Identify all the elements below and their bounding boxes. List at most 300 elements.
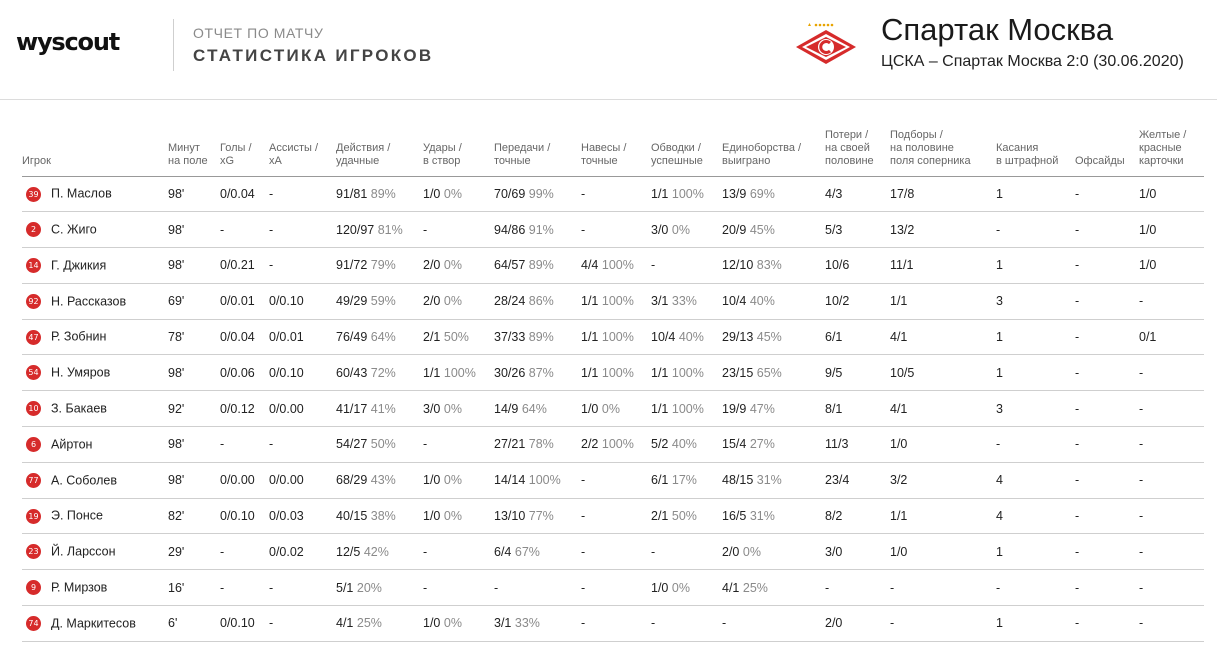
cell-player — [22, 212, 168, 248]
cell-crosses-value: - — [581, 222, 586, 237]
cell-passes — [494, 570, 581, 606]
cell-losses: 6/1 — [825, 319, 890, 355]
cell-shots-value: 2/0 — [423, 294, 441, 309]
cell-dribbles-percent: 40% — [678, 330, 704, 345]
cell-player — [22, 355, 168, 391]
player-name: А. Соболев — [51, 473, 117, 488]
cell-actions — [336, 498, 423, 534]
cell-assists: - — [269, 212, 336, 248]
cell-box-touches: 3 — [996, 391, 1075, 427]
cell-losses: 10/6 — [825, 248, 890, 284]
report-header — [0, 0, 1217, 100]
cell-shots-value: - — [423, 544, 428, 559]
cell-cards: - — [1139, 283, 1204, 319]
cell-passes-percent: 64% — [521, 401, 547, 416]
col-header-dribbles: Обводки / успешные — [651, 128, 722, 176]
cell-actions-percent: 25% — [356, 616, 382, 631]
cell-passes-value: 37/33 — [494, 330, 526, 345]
cell-recoveries: 1/1 — [890, 498, 996, 534]
cell-actions-value: 68/29 — [336, 473, 368, 488]
cell-shots — [423, 498, 494, 534]
cell-actions-value: 49/29 — [336, 294, 368, 309]
cell-goals: 0/0.01 — [220, 283, 269, 319]
cell-crosses-value: - — [581, 186, 586, 201]
cell-shots-value: - — [423, 437, 428, 452]
cell-dribbles-value: 1/1 — [651, 401, 669, 416]
cell-crosses — [581, 212, 651, 248]
cell-duels — [722, 248, 825, 284]
player-number-badge: 47 — [26, 330, 41, 345]
cell-losses: 8/1 — [825, 391, 890, 427]
cell-duels-percent: 45% — [749, 222, 775, 237]
cell-dribbles-percent: 33% — [671, 294, 697, 309]
cell-crosses-value: - — [581, 544, 586, 559]
cell-offsides: - — [1075, 355, 1139, 391]
player-number-badge: 2 — [26, 222, 41, 237]
cell-cards: - — [1139, 462, 1204, 498]
cell-minutes: 78' — [168, 319, 220, 355]
table-row — [22, 212, 1204, 248]
cell-actions-value: 5/1 — [336, 580, 354, 595]
table-row — [22, 534, 1204, 570]
cell-cards: - — [1139, 498, 1204, 534]
cell-shots-value: 1/0 — [423, 616, 441, 631]
cell-actions — [336, 283, 423, 319]
cell-duels — [722, 534, 825, 570]
player-name: Р. Мирзов — [51, 580, 108, 595]
col-header-offsides: Офсайды — [1075, 128, 1139, 176]
cell-player — [22, 570, 168, 606]
cell-passes — [494, 319, 581, 355]
cell-actions — [336, 391, 423, 427]
player-number-badge: 19 — [26, 509, 41, 524]
col-header-actions: Действия / удачные — [336, 128, 423, 176]
cell-duels-percent: 45% — [756, 330, 782, 345]
cell-actions-percent: 79% — [370, 258, 396, 273]
cell-shots — [423, 534, 494, 570]
cell-dribbles-value: 10/4 — [651, 330, 676, 345]
cell-offsides: - — [1075, 176, 1139, 212]
cell-offsides: - — [1075, 212, 1139, 248]
cell-goals: - — [220, 427, 269, 463]
cell-passes-value: 13/10 — [494, 509, 526, 524]
table-row — [22, 391, 1204, 427]
cell-dribbles — [651, 462, 722, 498]
cell-shots — [423, 283, 494, 319]
cell-actions — [336, 248, 423, 284]
cell-duels-percent: 0% — [742, 544, 761, 559]
cell-actions-percent: 38% — [370, 509, 396, 524]
report-title: СТАТИСТИКА ИГРОКОВ — [193, 46, 434, 65]
cell-duels — [722, 606, 825, 642]
cell-passes-percent: 78% — [528, 437, 554, 452]
cell-assists: - — [269, 606, 336, 642]
cell-recoveries: 4/1 — [890, 391, 996, 427]
cell-dribbles — [651, 606, 722, 642]
cell-minutes: 98' — [168, 427, 220, 463]
cell-losses: 10/2 — [825, 283, 890, 319]
player-number-badge: 9 — [26, 580, 41, 595]
col-header-minutes: Минут на поле — [168, 128, 220, 176]
cell-losses: 9/5 — [825, 355, 890, 391]
cell-passes-percent: 87% — [528, 365, 554, 380]
cell-actions-value: 4/1 — [336, 616, 354, 631]
cell-dribbles-value: 6/1 — [651, 473, 669, 488]
cell-offsides: - — [1075, 534, 1139, 570]
cell-box-touches: - — [996, 427, 1075, 463]
cell-dribbles — [651, 176, 722, 212]
cell-actions-value: 54/27 — [336, 437, 368, 452]
cell-offsides: - — [1075, 391, 1139, 427]
table-row — [22, 319, 1204, 355]
cell-duels-percent: 47% — [749, 401, 775, 416]
cell-passes-percent: 100% — [528, 473, 561, 488]
cell-duels-percent: 31% — [749, 509, 775, 524]
cell-actions-value: 41/17 — [336, 401, 368, 416]
cell-goals: 0/0.12 — [220, 391, 269, 427]
cell-minutes: 69' — [168, 283, 220, 319]
cell-minutes: 98' — [168, 248, 220, 284]
cell-shots — [423, 570, 494, 606]
cell-box-touches: 1 — [996, 319, 1075, 355]
cell-dribbles-value: - — [651, 544, 656, 559]
cell-assists: - — [269, 570, 336, 606]
cell-losses: 11/3 — [825, 427, 890, 463]
cell-duels-percent: 27% — [749, 437, 775, 452]
cell-passes-percent: 89% — [528, 330, 554, 345]
cell-duels-value: 13/9 — [722, 186, 747, 201]
cell-losses: 5/3 — [825, 212, 890, 248]
cell-shots — [423, 427, 494, 463]
cell-recoveries: - — [890, 606, 996, 642]
cell-crosses-value: 1/1 — [581, 365, 599, 380]
cell-cards: 1/0 — [1139, 212, 1204, 248]
cell-dribbles — [651, 391, 722, 427]
cell-offsides: - — [1075, 462, 1139, 498]
player-name: П. Маслов — [51, 187, 112, 201]
cell-cards: - — [1139, 427, 1204, 463]
spartak-emblem-icon — [794, 22, 858, 68]
cell-assists: 0/0.00 — [269, 462, 336, 498]
cell-passes — [494, 283, 581, 319]
cell-crosses-value: 2/2 — [581, 437, 599, 452]
cell-dribbles-value: 1/1 — [651, 365, 669, 380]
cell-shots-percent: 100% — [443, 365, 476, 380]
cell-crosses — [581, 176, 651, 212]
cell-dribbles — [651, 355, 722, 391]
cell-actions — [336, 534, 423, 570]
cell-minutes: 82' — [168, 498, 220, 534]
cell-actions-percent: 89% — [370, 186, 396, 201]
cell-cards: - — [1139, 355, 1204, 391]
cell-losses: 8/2 — [825, 498, 890, 534]
col-header-crosses: Навесы / точные — [581, 128, 651, 176]
match-info: ЦСКА – Спартак Москва 2:0 (30.06.2020) — [881, 53, 1184, 70]
cell-offsides: - — [1075, 427, 1139, 463]
cell-duels — [722, 391, 825, 427]
cell-dribbles-value: 1/0 — [651, 580, 669, 595]
cell-cards: - — [1139, 534, 1204, 570]
cell-dribbles — [651, 283, 722, 319]
player-number-badge: 39 — [26, 187, 41, 202]
cell-actions-value: 12/5 — [336, 544, 361, 559]
cell-recoveries: 17/8 — [890, 176, 996, 212]
cell-passes-percent: 77% — [528, 509, 554, 524]
cell-minutes: 29' — [168, 534, 220, 570]
cell-shots — [423, 462, 494, 498]
cell-actions-value: 91/81 — [336, 186, 368, 201]
player-name: Р. Зобнин — [51, 330, 107, 345]
cell-crosses — [581, 462, 651, 498]
table-row — [22, 283, 1204, 319]
cell-box-touches: 1 — [996, 534, 1075, 570]
player-number-badge: 10 — [26, 401, 41, 416]
player-name: Н. Рассказов — [51, 294, 127, 309]
cell-duels — [722, 319, 825, 355]
cell-dribbles-value: 2/1 — [651, 509, 669, 524]
cell-recoveries: 1/0 — [890, 534, 996, 570]
cell-dribbles — [651, 427, 722, 463]
cell-crosses-percent: 100% — [601, 437, 634, 452]
cell-duels-value: 19/9 — [722, 401, 747, 416]
table-row — [22, 355, 1204, 391]
cell-passes-percent: 86% — [528, 294, 554, 309]
cell-crosses — [581, 498, 651, 534]
col-header-player: Игрок — [22, 128, 168, 176]
cell-recoveries: - — [890, 570, 996, 606]
cell-actions-percent: 43% — [370, 473, 396, 488]
col-header-cards: Желтые / красные карточки — [1139, 128, 1204, 176]
cell-shots-value: 2/0 — [423, 258, 441, 273]
cell-duels — [722, 570, 825, 606]
cell-goals: - — [220, 534, 269, 570]
cell-recoveries: 1/0 — [890, 427, 996, 463]
col-header-passes: Передачи / точные — [494, 128, 581, 176]
cell-passes-percent: 99% — [528, 186, 554, 201]
cell-actions-percent: 59% — [370, 294, 396, 309]
cell-crosses-value: 4/4 — [581, 258, 599, 273]
cell-losses: 2/0 — [825, 606, 890, 642]
cell-duels-percent: 83% — [756, 258, 782, 273]
cell-minutes: 98' — [168, 212, 220, 248]
cell-shots-value: 1/0 — [423, 186, 441, 201]
cell-dribbles-percent: 100% — [671, 186, 704, 201]
cell-crosses-value: - — [581, 473, 586, 488]
cell-actions — [336, 462, 423, 498]
player-number-badge: 14 — [26, 258, 41, 273]
cell-goals: 0/0.04 — [220, 176, 269, 212]
cell-shots-value: 1/0 — [423, 509, 441, 524]
cell-crosses-percent: 100% — [601, 365, 634, 380]
cell-cards: - — [1139, 391, 1204, 427]
cell-crosses — [581, 570, 651, 606]
cell-dribbles-percent: 100% — [671, 401, 704, 416]
cell-duels — [722, 283, 825, 319]
cell-crosses — [581, 534, 651, 570]
cell-player — [22, 283, 168, 319]
cell-recoveries: 4/1 — [890, 319, 996, 355]
cell-passes — [494, 498, 581, 534]
cell-passes — [494, 462, 581, 498]
cell-goals: 0/0.21 — [220, 248, 269, 284]
cell-box-touches: 3 — [996, 283, 1075, 319]
cell-duels-value: 48/15 — [722, 473, 754, 488]
cell-player — [22, 248, 168, 284]
col-header-duels: Единоборства / выиграно — [722, 128, 825, 176]
cell-shots-value: 2/1 — [423, 330, 441, 345]
cell-duels-value: - — [722, 616, 727, 631]
cell-passes-percent: 67% — [514, 544, 540, 559]
cell-minutes: 98' — [168, 355, 220, 391]
cell-losses: - — [825, 570, 890, 606]
cell-shots-value: 1/1 — [423, 365, 441, 380]
cell-duels-value: 16/5 — [722, 509, 747, 524]
cell-shots — [423, 391, 494, 427]
cell-player — [22, 534, 168, 570]
col-header-shots: Удары / в створ — [423, 128, 494, 176]
cell-actions — [336, 355, 423, 391]
cell-crosses-value: 1/1 — [581, 330, 599, 345]
cell-actions-value: 40/15 — [336, 509, 368, 524]
cell-shots — [423, 176, 494, 212]
cell-minutes: 16' — [168, 570, 220, 606]
cell-cards: - — [1139, 606, 1204, 642]
cell-shots-value: 1/0 — [423, 473, 441, 488]
cell-box-touches: 4 — [996, 498, 1075, 534]
table-row — [22, 498, 1204, 534]
cell-dribbles-percent: 17% — [671, 473, 697, 488]
cell-actions-percent: 72% — [370, 365, 396, 380]
cell-duels-percent: 31% — [756, 473, 782, 488]
cell-recoveries: 1/1 — [890, 283, 996, 319]
cell-passes-value: - — [494, 580, 499, 595]
cell-crosses-percent: 100% — [601, 330, 634, 345]
cell-dribbles-value: 3/0 — [651, 222, 669, 237]
player-name: Г. Джикия — [51, 258, 107, 273]
cell-assists: 0/0.10 — [269, 355, 336, 391]
cell-dribbles-percent: 0% — [671, 222, 690, 237]
cell-goals: 0/0.06 — [220, 355, 269, 391]
table-row — [22, 427, 1204, 463]
player-name: З. Бакаев — [51, 401, 107, 416]
cell-duels-percent: 69% — [749, 186, 775, 201]
player-name: Д. Маркитесов — [51, 616, 136, 631]
cell-shots — [423, 319, 494, 355]
cell-box-touches: 1 — [996, 606, 1075, 642]
cell-recoveries: 3/2 — [890, 462, 996, 498]
cell-passes — [494, 534, 581, 570]
col-header-box-touches: Касания в штрафной — [996, 128, 1075, 176]
cell-duels — [722, 498, 825, 534]
cell-passes-percent: 89% — [528, 258, 554, 273]
cell-actions-percent: 50% — [370, 437, 396, 452]
cell-actions-percent: 42% — [363, 544, 389, 559]
cell-assists: 0/0.03 — [269, 498, 336, 534]
cell-actions — [336, 176, 423, 212]
cell-shots-value: - — [423, 222, 428, 237]
col-header-recoveries: Подборы / на половине поля соперника — [890, 128, 996, 176]
col-header-losses: Потери / на своей половине — [825, 128, 890, 176]
cell-crosses — [581, 319, 651, 355]
player-number-badge: 23 — [26, 544, 41, 559]
cell-shots-percent: 0% — [443, 401, 462, 416]
cell-box-touches: 4 — [996, 462, 1075, 498]
cell-duels-value: 12/10 — [722, 258, 754, 273]
cell-dribbles — [651, 498, 722, 534]
cell-offsides: - — [1075, 498, 1139, 534]
report-subtitle: ОТЧЕТ ПО МАТЧУ — [193, 25, 324, 41]
cell-shots — [423, 212, 494, 248]
cell-shots-percent: 0% — [443, 294, 462, 309]
cell-assists: 0/0.01 — [269, 319, 336, 355]
cell-shots-percent: 0% — [443, 473, 462, 488]
cell-box-touches: 1 — [996, 248, 1075, 284]
cell-actions-value: 120/97 — [336, 222, 375, 237]
cell-assists: 0/0.00 — [269, 391, 336, 427]
player-name: Н. Умяров — [51, 365, 111, 380]
cell-offsides: - — [1075, 248, 1139, 284]
cell-cards: 1/0 — [1139, 248, 1204, 284]
cell-dribbles-percent: 50% — [671, 509, 697, 524]
player-name: С. Жиго — [51, 222, 97, 237]
cell-player — [22, 176, 168, 212]
cell-passes-value: 14/9 — [494, 401, 519, 416]
cell-goals: 0/0.10 — [220, 606, 269, 642]
cell-dribbles — [651, 212, 722, 248]
cell-losses: 3/0 — [825, 534, 890, 570]
cell-duels-value: 20/9 — [722, 222, 747, 237]
cell-duels — [722, 176, 825, 212]
cell-offsides: - — [1075, 319, 1139, 355]
cell-duels-value: 2/0 — [722, 544, 740, 559]
cell-minutes: 98' — [168, 462, 220, 498]
cell-dribbles-percent: 40% — [671, 437, 697, 452]
cell-cards: 1/0 — [1139, 176, 1204, 212]
cell-assists: 0/0.02 — [269, 534, 336, 570]
cell-crosses — [581, 391, 651, 427]
header-divider — [173, 19, 174, 71]
cell-assists: - — [269, 176, 336, 212]
cell-player — [22, 427, 168, 463]
cell-shots-value: - — [423, 580, 428, 595]
cell-passes — [494, 248, 581, 284]
player-name: Й. Ларссон — [51, 544, 116, 559]
cell-passes — [494, 176, 581, 212]
cell-duels-value: 15/4 — [722, 437, 747, 452]
table-row — [22, 606, 1204, 642]
cell-passes-value: 27/21 — [494, 437, 526, 452]
cell-actions — [336, 427, 423, 463]
cell-duels-percent: 25% — [742, 580, 768, 595]
cell-assists: 0/0.10 — [269, 283, 336, 319]
player-stats-table — [22, 128, 1204, 642]
wyscout-logo: wyscout — [16, 28, 119, 56]
cell-duels — [722, 462, 825, 498]
cell-dribbles-value: 3/1 — [651, 294, 669, 309]
cell-player — [22, 462, 168, 498]
cell-assists: - — [269, 248, 336, 284]
cell-cards: - — [1139, 570, 1204, 606]
table-header-row — [22, 128, 1204, 176]
cell-actions-percent: 64% — [370, 330, 396, 345]
cell-goals: - — [220, 570, 269, 606]
cell-passes-value: 30/26 — [494, 365, 526, 380]
cell-crosses-value: 1/1 — [581, 294, 599, 309]
cell-box-touches: 1 — [996, 355, 1075, 391]
cell-dribbles — [651, 319, 722, 355]
cell-crosses-value: - — [581, 580, 586, 595]
cell-duels-value: 10/4 — [722, 294, 747, 309]
